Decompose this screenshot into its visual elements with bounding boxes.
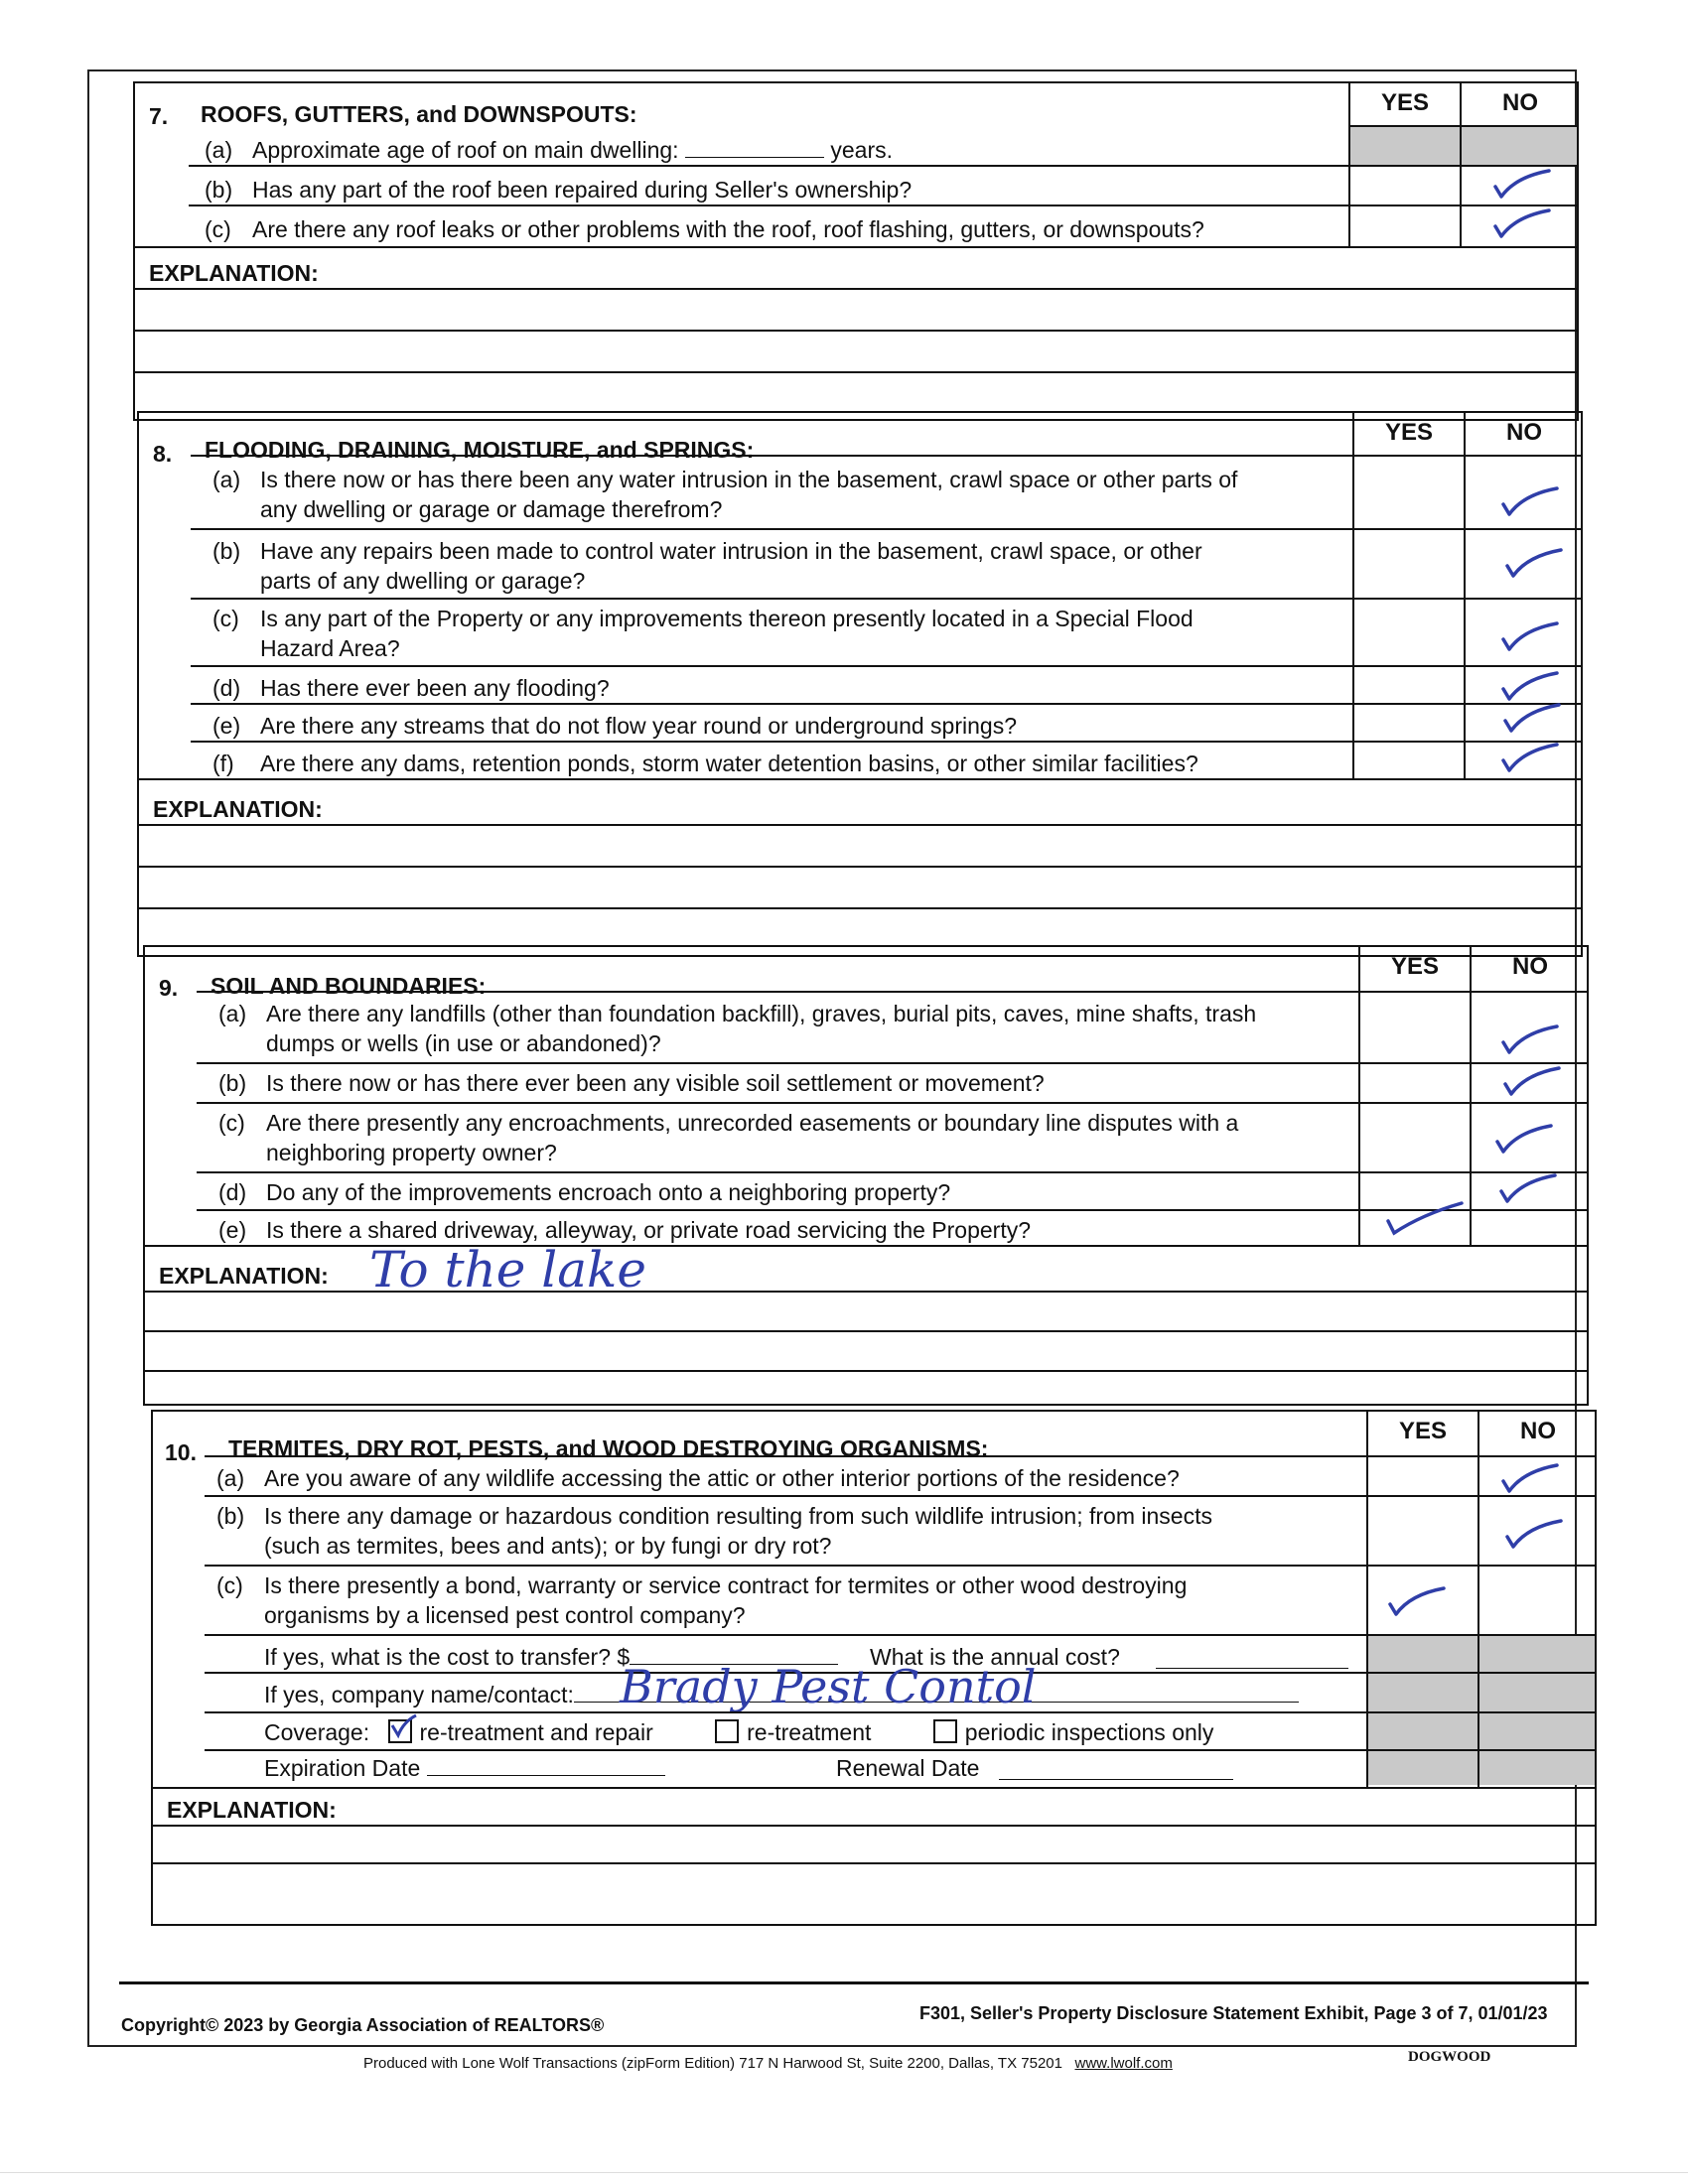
dates-row [264,1753,1356,1783]
section-title: ROOFS, GUTTERS, and DOWNSPOUTS: [201,101,637,127]
explanation-label: EXPLANATION: [167,1797,337,1823]
question-text: Approximate age of roof on main dwelling: [252,137,679,163]
renewal-label: Renewal Date [836,1755,980,1781]
question-text: Are there any landfills (other than foundation backfill), graves, burial pits, caves, mine shafts, trash dumps or wells (in use or abandoned)? [266,1001,1257,1056]
check-10c-yes[interactable] [1382,1584,1452,1620]
question-text: Are there presently any encroachments, unrecorded easements or boundary line disputes with a neighboring property owner? [266,1110,1239,1165]
check-7b-no[interactable] [1487,167,1557,203]
question-text: Are there any streams that do not flow year round or underground springs? [260,713,1017,739]
coverage-checkbox-3[interactable] [933,1719,957,1743]
question-text: Do any of the improvements encroach onto a neighboring property? [266,1179,951,1205]
coverage-option-2: re-treatment [747,1719,872,1745]
explanation-label: EXPLANATION: [149,260,319,286]
section-number: 9. [159,975,179,1001]
coverage-checkbox-2[interactable] [715,1719,739,1743]
coverage-option-3: periodic inspections only [964,1719,1214,1745]
copyright-text: Copyright© 2023 by Georgia Association of REALTORS® [121,2015,605,2035]
annual-label: What is the annual cost? [870,1644,1120,1670]
question-text: Is there presently a bond, warranty or service contract for termites or other wood destroying organisms by a licensed pest control company? [264,1572,1188,1628]
section-title: FLOODING, DRAINING, MOISTURE, and SPRINGS: [205,437,755,463]
section-title: SOIL AND BOUNDARIES: [211,973,487,999]
check-8b-no[interactable] [1499,546,1569,582]
coverage-option-1: re-treatment and repair [419,1719,653,1745]
no-header: NO [1477,1412,1597,1455]
question-text: Are there any dams, retention ponds, storm water detention basins, or other similar facilities? [260,751,1198,776]
no-header: NO [1464,413,1583,457]
expiration-label: Expiration Date [264,1755,421,1781]
cost-label: If yes, what is the cost to transfer? $ [264,1644,631,1670]
form-id-text: F301, Seller's Property Disclosure Statement Exhibit, Page 3 of 7, 01/01/23 [919,2003,1548,2023]
lwolf-link[interactable]: www.lwolf.com [1074,2055,1173,2072]
question-text: Has there ever been any flooding? [260,675,610,701]
question-text: Is there now or has there been any water intrusion in the basement, crawl space or other parts of any dwelling or garage or damage therefrom? [260,467,1238,522]
yes-header: YES [1352,413,1464,457]
question-text: Is there any damage or hazardous condition resulting from such wildlife intrusion; from insects (such as termites, bees and ants); or by fungi or dry rot? [264,1503,1212,1559]
explanation-label: EXPLANATION: [159,1263,329,1289]
check-9e-yes[interactable] [1378,1199,1468,1235]
check-9a-no[interactable] [1495,1023,1565,1058]
check-8d-no[interactable] [1495,669,1565,705]
yes-header: YES [1358,947,1470,991]
check-9c-no[interactable] [1489,1122,1559,1158]
question-8a: (a) Is there now or has there been any water intrusion in the basement, crawl space or other parts of any dwelling or garage or damage therefrom? [212,467,1238,522]
expiration-field[interactable] [427,1753,665,1776]
annual-cost-field[interactable] [1156,1646,1348,1669]
check-9d-no[interactable] [1493,1171,1563,1207]
produced-by-text: Produced with Lone Wolf Transactions (zipForm Edition) 717 N Harwood St, Suite 2200, Dallas, TX 75201 www.lwolf.com [363,2055,1173,2072]
check-8c-no[interactable] [1495,619,1565,655]
section-number: 10. [165,1439,197,1465]
section-termites: 10. TERMITES, DRY ROT, PESTS, and WOOD DESTROYING ORGANISMS: YES NO (a) Are you aware of any wildlife accessing the attic or other interior portions of the residence? (b) Is there any damage or hazardous condition resulting from such wildlife intrusion; from insects (such as termites, bees and ants); or by fungi or dry rot? (c) Is there presently a bond, warranty or service contract for termites or other wood destroying organisms by a licensed pest control company? If yes, what is the cost to transfer? $ What is the annual cost? If yes, company name/contact: Brady Pest Contol Coverage: re-treatment and repair re-treatment periodic inspections only Expiration Date Renewal Date EXPLANATION: [151,1410,1597,1926]
question-text: Is there a shared driveway, alleyway, or private road servicing the Property? [266,1217,1032,1243]
section-roofs: 7. ROOFS, GUTTERS, and DOWNSPOUTS: YES NO (a) Approximate age of roof on main dwelling: years. (b) Has any part of the roof been repaired during Seller's ownership? (c) Are there any roof leaks or other problems with the roof, roof flashing, gutters, or downspouts? EXPLANATION: [133,81,1579,421]
coverage-checkbox-1[interactable] [388,1719,412,1743]
coverage-row [264,1717,1356,1747]
yes-header: YES [1348,83,1460,127]
question-text: Are you aware of any wildlife accessing the attic or other interior portions of the residence? [264,1465,1180,1491]
explanation-label: EXPLANATION: [153,796,323,822]
section-title: TERMITES, DRY ROT, PESTS, and WOOD DESTROYING ORGANISMS: [228,1435,989,1461]
check-8f-no[interactable] [1495,741,1565,776]
question-text: Is there now or has there ever been any visible soil settlement or movement? [266,1070,1045,1096]
check-9b-no[interactable] [1497,1064,1567,1100]
no-header: NO [1460,83,1579,127]
check-10a-no[interactable] [1495,1461,1565,1497]
renewal-field[interactable] [999,1757,1233,1780]
check-10b-no[interactable] [1499,1517,1569,1553]
yes-header: YES [1366,1412,1477,1455]
question-text: Are there any roof leaks or other problems with the roof, roof flashing, gutters, or downspouts? [252,216,1204,242]
explanation-handwritten: To the lake [369,1241,646,1298]
dogwood-tag: DOGWOOD [1408,2049,1491,2065]
question-text: Has any part of the roof been repaired during Seller's ownership? [252,177,913,203]
question-text: Is any part of the Property or any improvements thereon presently located in a Special Flood Hazard Area? [260,606,1194,661]
check-8a-no[interactable] [1495,484,1565,520]
company-label: If yes, company name/contact: [264,1682,574,1707]
section-number: 8. [153,441,173,467]
no-header: NO [1470,947,1589,991]
company-handwritten: Brady Pest Contol [620,1660,1037,1713]
section-soil: 9. SOIL AND BOUNDARIES: YES NO (a) Are there any landfills (other than foundation backfill), graves, burial pits, caves, mine shafts, trash dumps or wells (in use or abandoned)? (b) Is there now or has there ever been any visible soil settlement or movement? (c) Are there presently any encroachments, unrecorded easements or boundary line disputes with a neighboring property owner? (d) Do any of the improvements encroach onto a neighboring property? (e) Is there a shared driveway, alleyway, or private road servicing the Property? EXPLANATION: To the lake [143,945,1589,1406]
check-7c-no[interactable] [1487,206,1557,242]
coverage-label: Coverage: [264,1719,370,1745]
roof-age-field[interactable] [685,135,824,158]
section-number: 7. [149,103,169,129]
question-text: Have any repairs been made to control water intrusion in the basement, crawl space, or other parts of any dwelling or garage? [260,538,1202,594]
section-flooding: 8. FLOODING, DRAINING, MOISTURE, and SPRINGS: YES NO (a) Is there now or has there been any water intrusion in the basement, crawl space or other parts of any dwelling or garage or damage therefrom? (b) Have any repairs been made to control water intrusion in the basement, crawl space, or other parts of any dwelling or garage? (c) Is any part of the Property or any improvements thereon presently located in a Special Flood Hazard Area? (d) Has there ever been any flooding? (e) Are there any streams that do not flow year round or underground springs? (f) Are there any dams, retention ponds, storm water detention basins, or other similar facilities? EXPLANATION: [137,411,1583,957]
check-8e-no[interactable] [1497,701,1567,737]
